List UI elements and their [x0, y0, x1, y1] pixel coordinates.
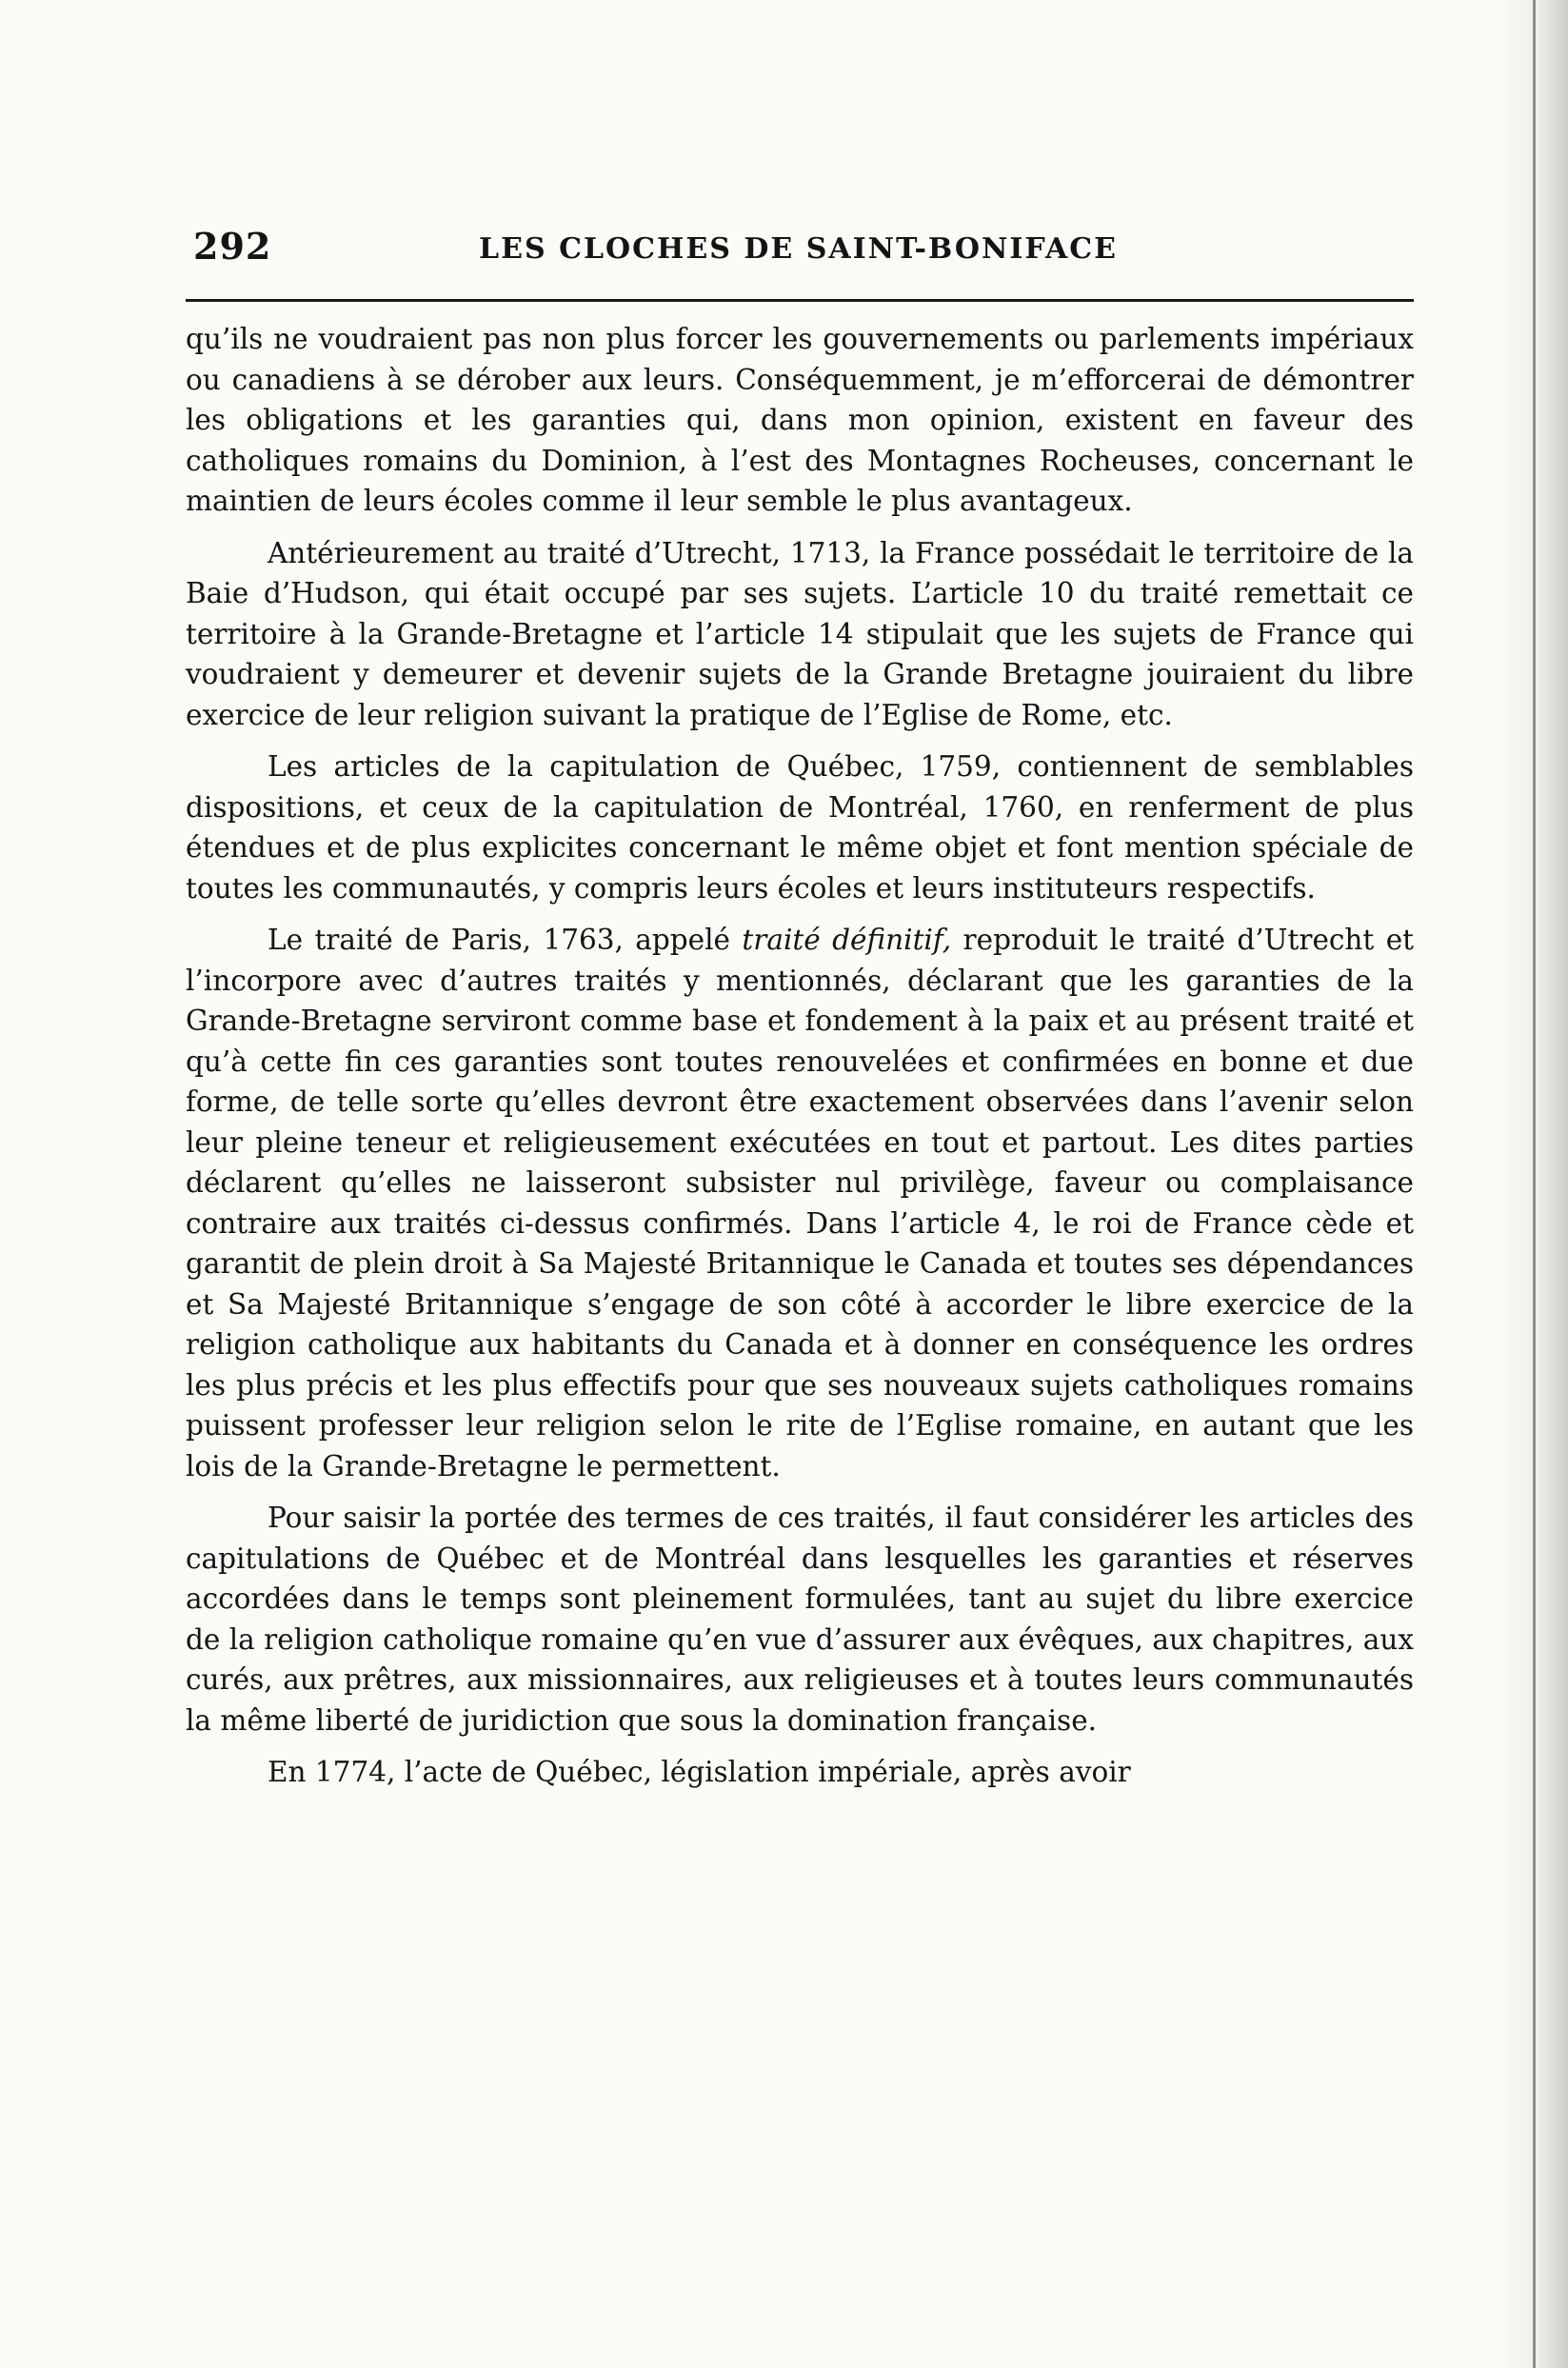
paragraph-4-end: reproduit le traité d’Utrecht et l’incorpore avec d’autres traités y mentionnés, déclarant que les garanties de la Grande-Bretagne serviront comme base et fondement à la paix et au présent traité et qu’à cette fin ces garanties sont toutes renouvelées et confirmées en bonne et due forme, de telle sorte qu’elles devront être exactement observées dans l’avenir selon leur pleine teneur et religieusement exécutées en tout et partout. Les dites parties déclarent qu’elles ne laisseront subsister nul privilège, faveur ou complaisance contraire aux traités ci-dessus confirmés. Dans l’article 4, le roi de France cède et garantit de plein droit à Sa Majesté Britannique le Canada et toutes ses dépendances et Sa Majesté Britannique s’engage de son côté à accorder le libre exercice de la religion catholique aux habitants du Canada et à donner en conséquence les ordres les plus précis et les plus effectifs pour que ses nouveaux sujets catholiques romains puissent professer leur religion selon le rite de l’Eglise romaine, en autant que les lois de la Grande-Bretagne le permettent.: [186, 924, 1415, 1482]
running-title: LES CLOCHES DE SAINT-BONIFACE: [479, 232, 1118, 266]
paragraph-4-start: Le traité de Paris, 1763, appelé: [268, 924, 743, 956]
paragraph-2: Antérieurement au traité d’Utrecht, 1713, la France possédait le territoire de la Baie d’Hudson, qui était occupé par ses sujets. L’article 10 du traité remettait ce territoire à la Grande-Bretagne et l’article 14 stipulait que les sujets de France qui voudraient y demeurer et devenir sujets de la Grande Bretagne jouiraient du libre exercice de leur religion suivant la pratique de l’Eglise de Rome, etc.: [186, 536, 1414, 731]
book-page: [174, 225, 1415, 1793]
page-header: [174, 225, 1412, 282]
paragraph-5: Pour saisir la portée des termes de ces traités, il faut considérer les articles des capitulations de Québec et de Montréal dans lesquelles les garanties et réserves accordées dans le temps sont pleinement formulées, tant au sujet du libre exercice de la religion catholique romaine qu’en vue d’assurer aux évêques, aux chapitres, aux curés, aux prêtres, aux missionnaires, aux religieuses et à toutes leurs communautés la même liberté de juridiction que sous la domination française.: [186, 1502, 1414, 1737]
paragraph-6: En 1774, l’acte de Québec, législation impériale, après avoir: [268, 1756, 1131, 1788]
scan-binding-line: [1533, 0, 1536, 2368]
page-number: 292: [193, 225, 272, 268]
paragraph-4-italic-term: traité définitif,: [742, 924, 952, 956]
header-rule: [186, 299, 1414, 302]
paragraph-1: qu’ils ne voudraient pas non plus forcer les gouvernements ou parlements impériaux ou canadiens à se dérober aux leurs. Conséquemment, je m’efforcerai de démontrer les obligations et les garanties qui, dans mon opinion, existent en faveur des catholiques romains du Dominion, à l’est des Montagnes Rocheuses, concernant le maintien de leurs écoles comme il leur semble le plus avantageux.: [186, 323, 1414, 517]
body-text: [186, 319, 1414, 1793]
paragraph-4: [186, 920, 1414, 1486]
paragraph-3: Les articles de la capitulation de Québec, 1759, contiennent de semblables dispositions, et ceux de la capitulation de Montréal, 1760, en renferment de plus étendues et de plus explicites concernant le même objet et font mention spéciale de toutes les communautés, y compris leurs écoles et leurs instituteurs respectifs.: [186, 750, 1414, 905]
